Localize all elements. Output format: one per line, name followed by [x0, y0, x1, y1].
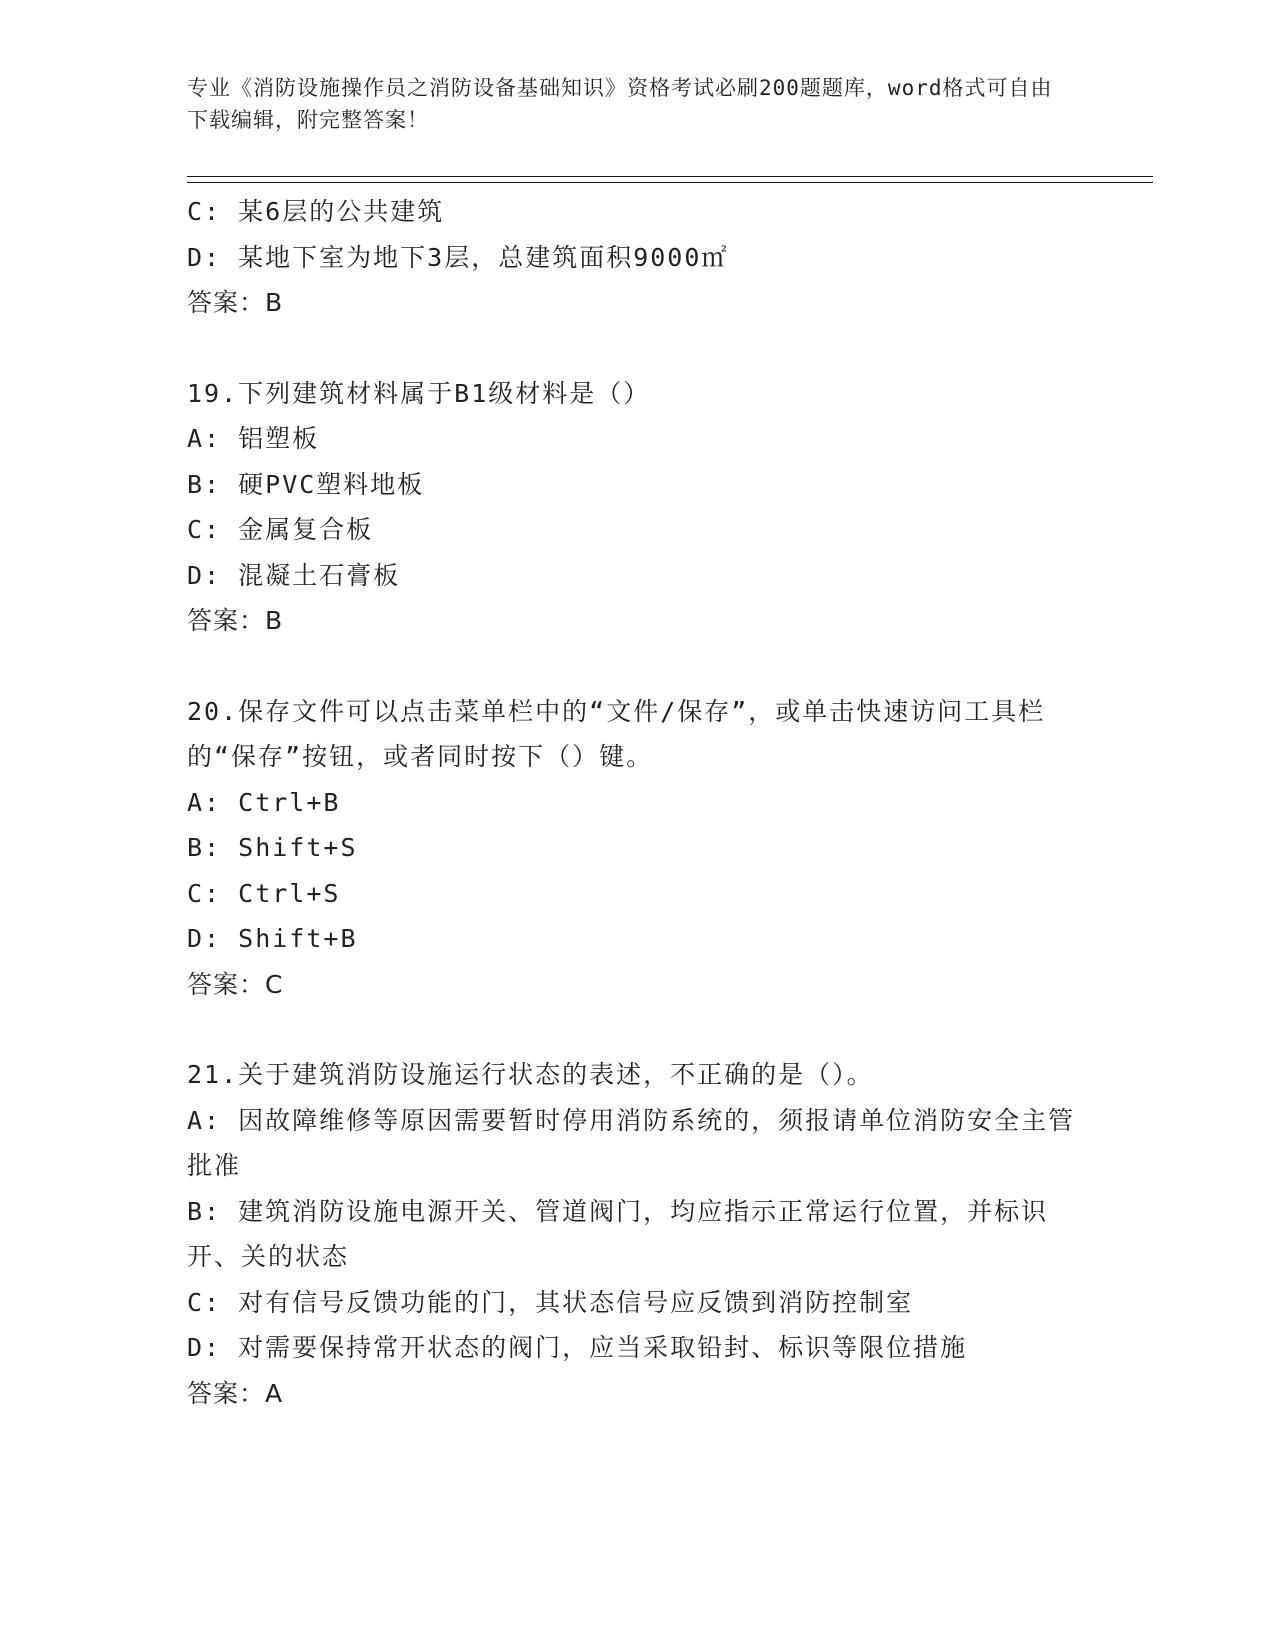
spacer	[187, 326, 1087, 371]
question-stem: 21.关于建筑消防设施运行状态的表述，不正确的是（）。	[187, 1060, 874, 1089]
option-b: B: Shift+S	[187, 833, 358, 862]
option-a: A: 因故障维修等原因需要暂时停用消防系统的，须报请单位消防安全主管批准	[187, 1105, 1076, 1180]
header-rule-bottom	[187, 182, 1153, 183]
question-21	[187, 1052, 1087, 1416]
option-a: A: 铝塑板	[187, 424, 320, 453]
option-c: C: Ctrl+S	[187, 878, 341, 908]
answer-line: 答案：B	[187, 606, 284, 635]
question-20	[187, 689, 1087, 1008]
answer-line: 答案：C	[187, 969, 284, 999]
option-a: A: Ctrl+B	[187, 787, 341, 817]
option-d: D: Shift+B	[187, 924, 358, 953]
answer-line: 答案：A	[187, 1378, 284, 1408]
question-19	[187, 371, 1087, 644]
option-c: C: 某6层的公共建筑	[187, 197, 445, 226]
option-c: C: 对有信号反馈功能的门，其状态信号应反馈到消防控制室	[187, 1287, 914, 1317]
partial-question	[187, 189, 1087, 326]
answer-line: 答案：B	[187, 288, 284, 317]
option-d: D: 混凝土石膏板	[187, 560, 401, 590]
option-c: C: 金属复合板	[187, 515, 374, 544]
spacer	[187, 644, 1087, 689]
option-b: B: 硬PVC塑料地板	[187, 469, 425, 499]
spacer	[187, 1007, 1087, 1052]
option-b: B: 建筑消防设施电源开关、管道阀门，均应指示正常运行位置，并标识开、关的状态	[187, 1196, 1049, 1271]
document-body	[187, 189, 1087, 1416]
option-d: D: 对需要保持常开状态的阀门，应当采取铅封、标识等限位措施	[187, 1333, 968, 1362]
option-d: D: 某地下室为地下3层，总建筑面积9000㎡	[187, 242, 729, 272]
header-rule-top	[187, 176, 1153, 177]
question-stem: 20.保存文件可以点击菜单栏中的“文件/保存”，或单击快速访问工具栏的“保存”按钮，或者同时按下（）键。	[187, 696, 1046, 771]
question-stem: 19.下列建筑材料属于B1级材料是（）	[187, 378, 651, 408]
document-header: 专业《消防设施操作员之消防设备基础知识》资格考试必刷200题题库，word格式可自由下载编辑，附完整答案！	[187, 76, 1053, 132]
